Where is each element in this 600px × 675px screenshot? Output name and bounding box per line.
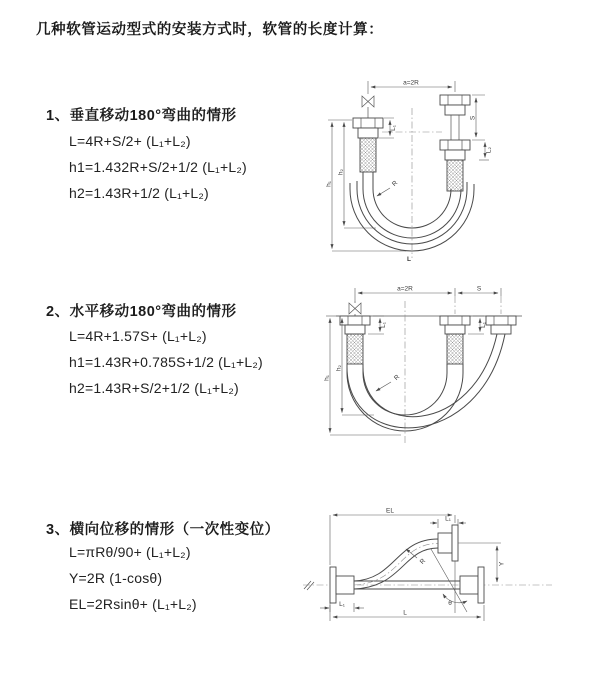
dim-label-h1: h₁: [323, 375, 331, 381]
section-1-formula-h1: h1=1.432R+S/2+1/2 (L₁+L₂): [69, 159, 247, 175]
section-2-formula-h1: h1=1.43R+0.785S+1/2 (L₁+L₂): [69, 354, 263, 370]
dim-label-l1-left: L₁: [380, 322, 387, 328]
flange-fitting-middle: [440, 316, 470, 364]
section-1-formula-l: L=4R+S/2+ (L₁+L₂): [69, 133, 191, 149]
dim-label-h2: h₂: [335, 364, 343, 372]
flange-fitting-left: [340, 316, 370, 364]
dim-label-length: L: [403, 609, 407, 617]
hose-u-bend-displaced: [347, 334, 505, 428]
dim-label-s: S: [469, 115, 477, 121]
braided-hose-section: [347, 334, 363, 364]
dim-label-el: EL: [386, 507, 394, 515]
dim-label-a2r: a=2R: [397, 285, 413, 293]
dim-label-l2: L₂: [485, 146, 493, 154]
centerline-break-mark: [304, 581, 314, 590]
flange-fitting-left: [330, 567, 354, 603]
braided-hose-section: [447, 334, 463, 364]
dim-label-l1-top: L₁: [445, 515, 451, 523]
dim-label-h2: h₂: [337, 168, 345, 176]
valve-icon: [362, 96, 374, 118]
section-1-heading: 1、垂直移动180°弯曲的情形: [46, 108, 237, 124]
section-3-formula-l: L=πRθ/90+ (L₁+L₂): [69, 544, 191, 560]
section-3-formula-el: EL=2Rsinθ+ (L₁+L₂): [69, 596, 197, 612]
dim-label-radius: R: [418, 557, 428, 566]
valve-icon: [349, 301, 361, 316]
braided-hose-section: [360, 138, 376, 172]
dim-label-l1-middle: L₁: [480, 322, 487, 328]
hose-displaced-position: [354, 525, 458, 589]
dim-label-l1: L₁: [390, 125, 397, 131]
braided-hose-section: [447, 160, 463, 191]
dim-label-radius: R: [392, 373, 402, 382]
diagram-vertical-180-bend: [320, 72, 500, 264]
dim-label-h1: h₁: [325, 181, 333, 187]
section-3-heading: 3、横向位移的情形（一次性变位）: [46, 522, 280, 538]
page-title: 几种软管运动型式的安装方式时，软管的长度计算：: [36, 22, 384, 38]
dim-label-theta: θ: [448, 600, 452, 607]
flange-fitting-right-upper: [440, 95, 470, 115]
flange-fitting-right-displaced: [486, 316, 516, 334]
dim-label-s: S: [476, 285, 482, 293]
dim-label-y: Y: [498, 561, 506, 567]
flange-fitting-left: [353, 118, 383, 172]
section-2-formula-l: L=4R+1.57S+ (L₁+L₂): [69, 328, 207, 344]
dim-label-length: L: [407, 256, 411, 263]
flange-fitting-right-lower: [440, 140, 470, 191]
section-2-formula-h2: h2=1.43R+S/2+1/2 (L₁+L₂): [69, 380, 239, 396]
dim-label-l1-bottom: L₁: [339, 601, 345, 608]
section-2-heading: 2、水平移动180°弯曲的情形: [46, 304, 237, 320]
section-1-formula-h2: h2=1.43R+1/2 (L₁+L₂): [69, 185, 209, 201]
diagram-lateral-displacement: [300, 505, 565, 635]
section-3-formula-y: Y=2R (1-cosθ): [69, 570, 163, 586]
diagram-horizontal-180-bend: [316, 283, 556, 455]
dim-label-a2r: a=2R: [403, 79, 419, 87]
dim-label-radius: R: [390, 179, 400, 188]
